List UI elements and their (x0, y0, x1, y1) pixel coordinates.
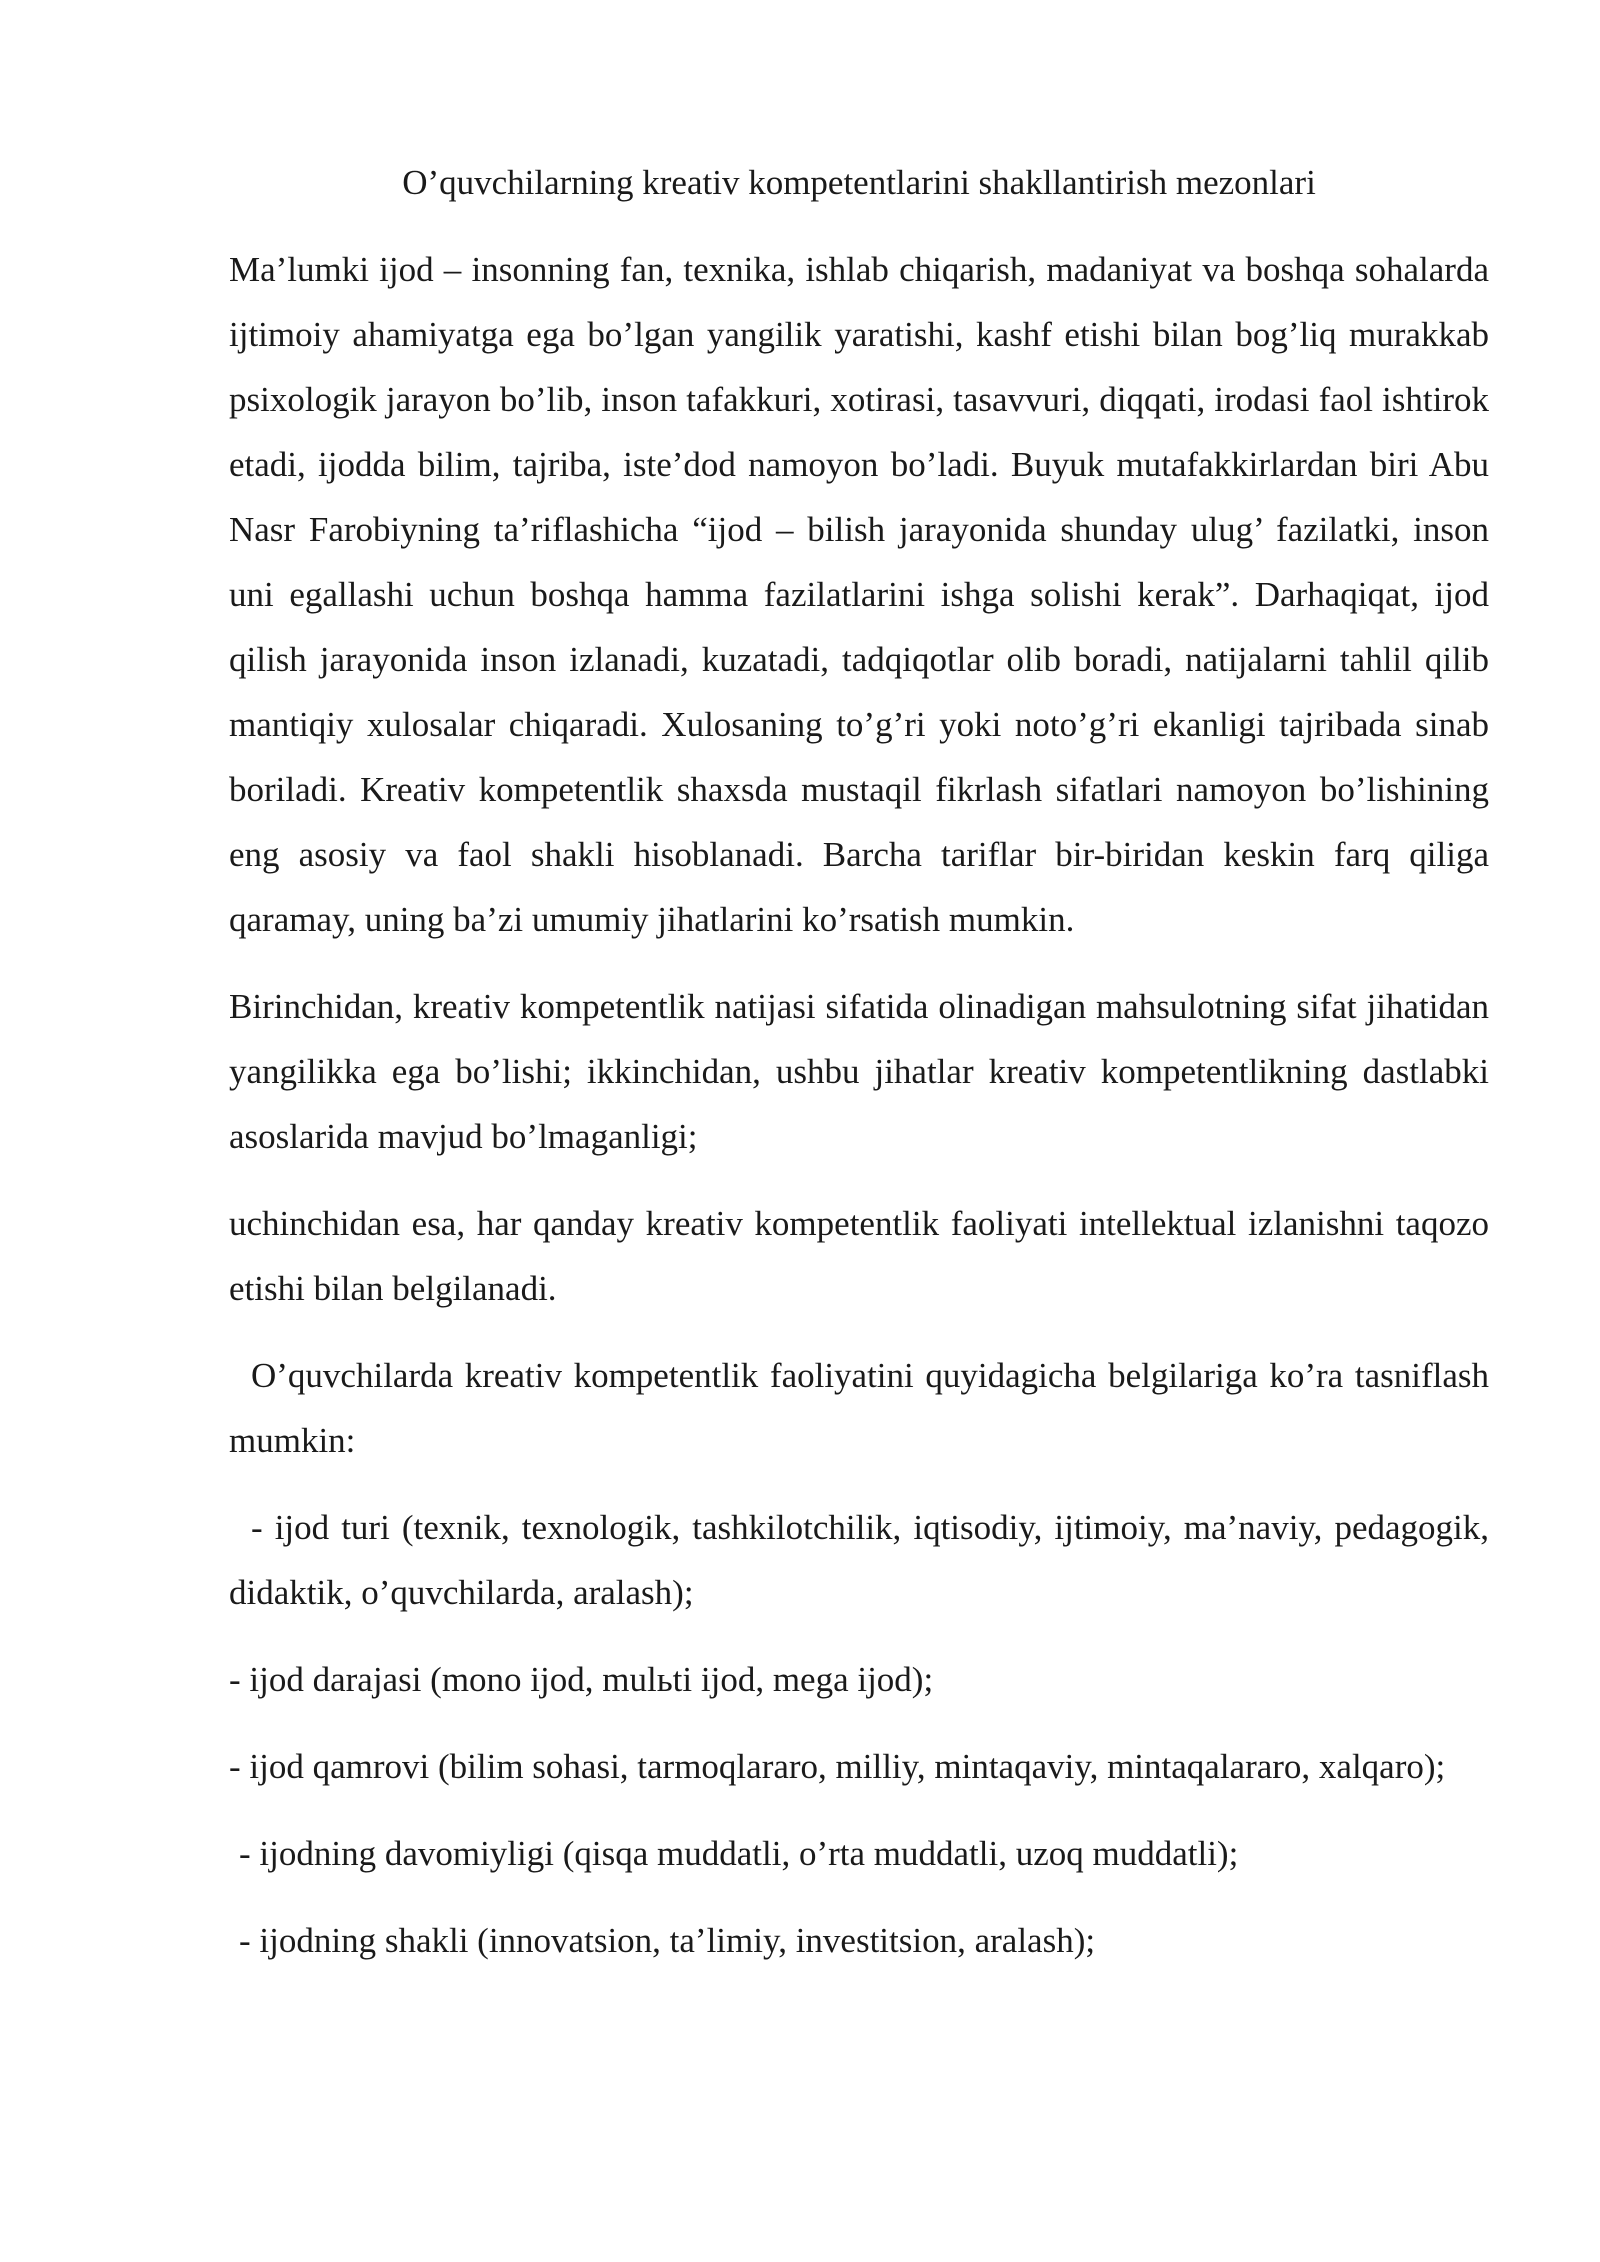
list-item-ijod-turi: - ijod turi (texnik, texnologik, tashkilotchilik, iqtisodiy, ijtimoiy, ma’naviy, pedagogik, didaktik, o’quvchilarda, aralash); (229, 1508, 1489, 1612)
paragraph-third-criterion: uchinchidan esa, har qanday kreativ kompetentlik faoliyati intellektual izlanishni taqozo etishi bilan belgilanadi. (229, 1204, 1489, 1308)
list-item-ijod-darajasi: - ijod darajasi (mono ijod, mulьti ijod, mega ijod); (229, 1660, 934, 1699)
document-page (229, 150, 1489, 1973)
paragraph-classification: O’quvchilarda kreativ kompetentlik faoliyatini quyidagicha belgilariga ko’ra tasniflash mumkin: (229, 1356, 1489, 1460)
paragraph-intro: Ma’lumki ijod – insonning fan, texnika, ishlab chiqarish, madaniyat va boshqa sohalarda ijtimoiy ahamiyatga ega bo’lgan yangilik yaratishi, kashf etishi bilan bog’liq murakkab psixologik jarayon bo’lib, inson tafakkuri, xotirasi, tasavvuri, diqqati, irodasi faol ishtirok etadi, ijodda bilim, tajriba, iste’dod namoyon bo’ladi. Buyuk mutafakkirlardan biri Abu Nasr Farobiyning ta’riflashicha “ijod – bilish jarayonida shunday ulug’ fazilatki, inson uni egallashi uchun boshqa hamma fazilatlarini ishga solishi kerak”. Darhaqiqat, ijod qilish jarayonida inson izlanadi, kuzatadi, tadqiqotlar olib boradi, natijalarni tahlil qilib mantiqiy xulosalar chiqaradi. Xulosaning to’g’ri yoki noto’g’ri ekanligi tajribada sinab boriladi. Kreativ kompetentlik shaxsda mustaqil fikrlash sifatlari namoyon bo’lishining eng asosiy va faol shakli hisoblanadi. Barcha tariflar bir-biridan keskin farq qiliga qaramay, uning ba’zi umumiy jihatlarini ko’rsatish mumkin. (229, 250, 1489, 939)
list-item-ijod-qamrovi: - ijod qamrovi (bilim sohasi, tarmoqlararo, milliy, mintaqaviy, mintaqalararo, xalqaro); (229, 1747, 1446, 1786)
paragraph-criteria: Birinchidan, kreativ kompetentlik natijasi sifatida olinadigan mahsulotning sifat jihatidan yangilikka ega bo’lishi; ikkinchidan, ushbu jihatlar kreativ kompetentlikning dastlabki asoslarida mavjud bo’lmaganligi; (229, 987, 1489, 1156)
document-title: O’quvchilarning kreativ kompetentlarini shakllantirish mezonlari (402, 163, 1316, 202)
list-item-ijod-shakli: - ijodning shakli (innovatsion, ta’limiy, investitsion, aralash); (239, 1921, 1096, 1960)
list-item-ijod-davomiyligi: - ijodning davomiyligi (qisqa muddatli, o’rta muddatli, uzoq muddatli); (239, 1834, 1239, 1873)
